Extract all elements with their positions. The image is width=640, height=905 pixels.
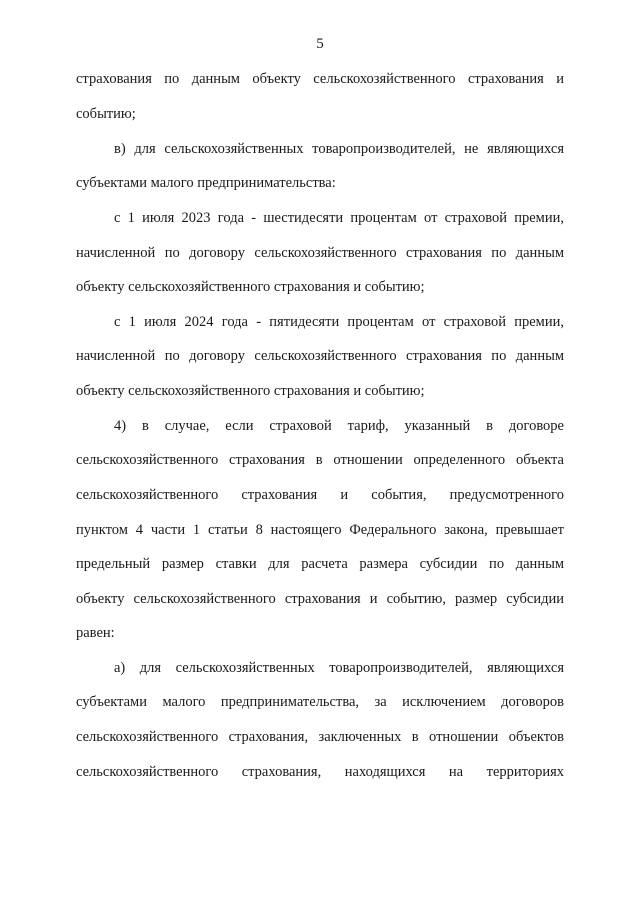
text-line-6: начисленной по договору сельскохозяйственного страхования по данным <box>76 245 564 261</box>
text-line-13: сельскохозяйственного страхования и события, предусмотренного <box>76 487 564 503</box>
text-line-3: в) для сельскохозяйственных товаропроизводителей, не являющихся <box>114 141 564 157</box>
text-line-1: страхования по данным объекту сельскохозяйственного страхования и <box>76 71 564 87</box>
text-line-2: событию; <box>76 106 136 122</box>
text-line-18: а) для сельскохозяйственных товаропроизводителей, являющихся <box>114 660 564 676</box>
page-number: 5 <box>316 36 324 52</box>
text-line-4: субъектами малого предпринимательства: <box>76 175 336 191</box>
text-line-12: сельскохозяйственного страхования в отношении определенного объекта <box>76 452 564 468</box>
text-line-10: объекту сельскохозяйственного страхования и событию; <box>76 383 425 399</box>
text-line-20: сельскохозяйственного страхования, заключенных в отношении объектов <box>76 729 564 745</box>
text-line-9: начисленной по договору сельскохозяйственного страхования по данным <box>76 348 564 364</box>
text-line-7: объекту сельскохозяйственного страхования и событию; <box>76 279 425 295</box>
text-line-11: 4) в случае, если страховой тариф, указанный в договоре <box>114 418 564 434</box>
text-line-5: с 1 июля 2023 года - шестидесяти процентам от страховой премии, <box>114 210 564 226</box>
text-line-14: пунктом 4 части 1 статьи 8 настоящего Федерального закона, превышает <box>76 522 564 538</box>
text-line-16: объекту сельскохозяйственного страхования и событию, размер субсидии <box>76 591 564 607</box>
text-line-19: субъектами малого предпринимательства, за исключением договоров <box>76 694 564 710</box>
text-line-17: равен: <box>76 625 115 641</box>
text-line-8: с 1 июля 2024 года - пятидесяти процентам от страховой премии, <box>114 314 564 330</box>
text-line-15: предельный размер ставки для расчета размера субсидии по данным <box>76 556 564 572</box>
text-line-21: сельскохозяйственного страхования, находящихся на территориях <box>76 764 564 780</box>
